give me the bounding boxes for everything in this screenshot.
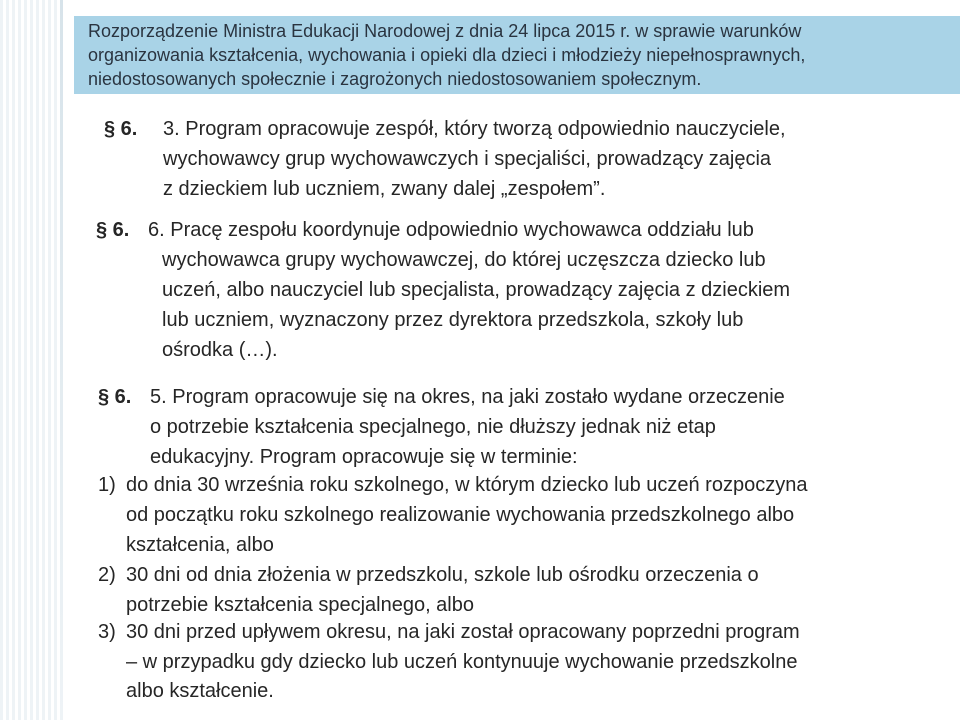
section-number: § 6.	[98, 386, 132, 408]
paragraph-line: wychowawca grupy wychowawczej, do której uczęszcza dziecko lub	[162, 249, 766, 271]
paragraph-line: lub uczniem, wyznaczony przez dyrektora przedszkola, szkoły lub	[162, 309, 744, 331]
list-marker: 3)	[98, 621, 116, 643]
paragraph-line: 6. Pracę zespołu koordynuje odpowiednio wychowawca oddziału lub	[148, 219, 754, 241]
paragraph-line: 5. Program opracowuje się na okres, na jaki zostało wydane orzeczenie	[150, 386, 785, 408]
paragraph-line: edukacyjny. Program opracowuje się w terminie:	[150, 446, 578, 468]
paragraph-line: o potrzebie kształcenia specjalnego, nie dłuższy jednak niż etap	[150, 416, 716, 438]
header-line: Rozporządzenie Ministra Edukacji Narodowej z dnia 24 lipca 2015 r. w sprawie warunków	[88, 21, 802, 41]
paragraph-line: 3. Program opracowuje zespół, który tworzą odpowiednio nauczyciele,	[163, 118, 786, 140]
list-item-line: od początku roku szkolnego realizowanie wychowania przedszkolnego albo	[126, 504, 795, 526]
list-item-line: 30 dni przed upływem okresu, na jaki został opracowany poprzedni program	[126, 621, 800, 643]
paragraph-line: uczeń, albo nauczyciel lub specjalista, prowadzący zajęcia z dzieckiem	[162, 279, 791, 301]
list-item-line: albo kształcenie.	[126, 680, 274, 702]
list-item-line: – w przypadku gdy dziecko lub uczeń kontynuuje wychowanie przedszkolne	[126, 651, 798, 673]
section-number: § 6.	[104, 118, 138, 140]
header-line: niedostosowanych społecznie i zagrożonych niedostosowaniem społecznym.	[88, 69, 702, 89]
list-item-line: potrzebie kształcenia specjalnego, albo	[126, 594, 474, 616]
decorative-stripe	[0, 0, 60, 720]
list-item-line: do dnia 30 września roku szkolnego, w którym dziecko lub uczeń rozpoczyna	[126, 474, 808, 496]
paragraph-line: z dzieckiem lub uczniem, zwany dalej „zespołem”.	[163, 178, 606, 200]
header-line: organizowania kształcenia, wychowania i opieki dla dzieci i młodzieży niepełnosprawnych,	[88, 45, 806, 65]
paragraph-line: ośrodka (…).	[162, 339, 278, 361]
regulation-header	[74, 16, 960, 94]
paragraph-line: wychowawcy grup wychowawczych i specjaliści, prowadzący zajęcia	[163, 148, 772, 170]
list-item-line: kształcenia, albo	[126, 534, 274, 556]
list-marker: 2)	[98, 564, 116, 586]
decorative-edge	[60, 0, 63, 720]
list-item-line: 30 dni od dnia złożenia w przedszkolu, szkole lub ośrodku orzeczenia o	[126, 564, 759, 586]
list-marker: 1)	[98, 474, 116, 496]
section-number: § 6.	[96, 219, 130, 241]
